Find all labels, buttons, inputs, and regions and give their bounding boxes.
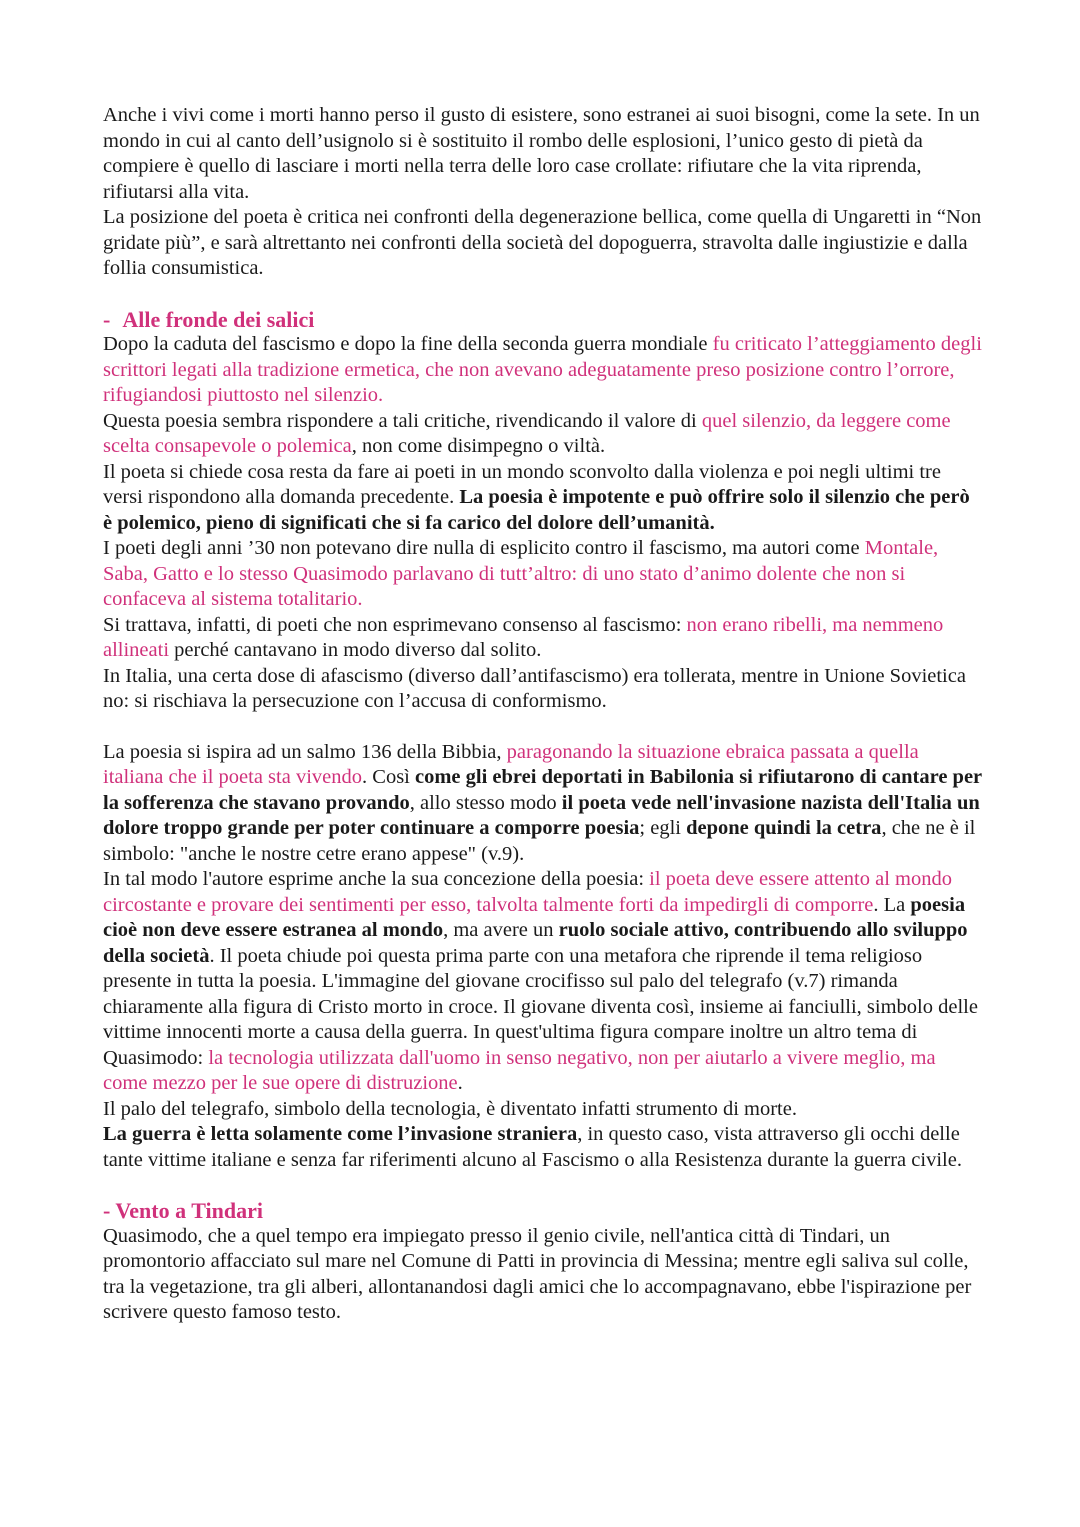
heading-title: Alle fronde dei salici — [122, 306, 315, 332]
bold-text: poesia cioè non deve essere estranea al mondo — [103, 893, 966, 941]
highlight: quel silenzio, da leggere come scelta consapevole o polemica — [103, 409, 951, 457]
section-heading-vento-a-tindari — [103, 1198, 983, 1224]
paragraph-posizione-poeta: La posizione del poeta è critica nei confronti della degenerazione bellica, come quella di Ungaretti in “Non gridate più”, e sarà altrettanto nei confronti della società del dopoguerra, stravolta dalle ingiustizie e dalla follia consumistica. — [103, 206, 982, 279]
paragraph-poeti-anni-30: I poeti degli anni ’30 non potevano dire nulla di esplicito contro il fascismo, ma autori come Montale, Saba, Gatto e lo stesso Quasimodo parlavano di tutt’altro: di uno stato d’animo dolente che non si confaceva al sistema totalitario. — [103, 537, 939, 610]
highlight: il poeta deve essere attento al mondo circostante e provare dei sentimenti per esso, talvolta talmente forti da impedirgli di comporre — [103, 868, 952, 916]
bold-text: come gli ebrei deportati in Babilonia si rifiutarono di cantare per la sofferenza che stavano provando — [103, 766, 982, 814]
bold-text: il poeta vede nell'invasione nazista dell'Italia un dolore troppo grande per poter continuare a comporre poesia — [103, 791, 980, 839]
paragraph-caduta-fascismo: Dopo la caduta del fascismo e dopo la fine della seconda guerra mondiale fu criticato l’atteggiamento degli scrittori legati alla tradizione ermetica, che non avevano adeguatamente preso posizione contro l’orrore, rifugiandosi piuttosto nel silenzio. — [103, 333, 982, 406]
highlight: la tecnologia utilizzata dall'uomo in senso negativo, non per aiutarlo a vivere meglio, ma come mezzo per le sue opere di distruzione — [103, 1046, 936, 1094]
paragraph-guerra-invasione: La guerra è letta solamente come l’invasione straniera, in questo caso, vista attraverso gli occhi delle tante vittime italiane e senza far riferimenti alcuno al Fascismo o alla Resistenza durante la guerra civile. — [103, 1123, 962, 1171]
heading-dash: - — [103, 306, 111, 332]
paragraph-concezione-poesia: In tal modo l'autore esprime anche la sua concezione della poesia: il poeta deve essere attento al mondo circostante e provare dei sentimenti per esso, talvolta talmente forti da impedirgli di comporre. La poesia cioè non deve essere estranea al mondo, ma avere un ruolo sociale attivo, contribuendo allo sviluppo della società. Il poeta chiude poi questa prima parte con una metafora che riprende il tema religioso presente in tutta la poesia. L'immagine del giovane crocifisso sul palo del telegrafo (v.7) rimanda chiaramente alla figura di Cristo morto in croce. Il giovane diventa così, insieme ai fanciulli, simbolo delle vittime innocenti morte a causa della guerra. In quest'ultima figura compare inoltre un altro tema di Quasimodo: la tecnologia utilizzata dall'uomo in senso negativo, non per aiutarlo a vivere meglio, ma come mezzo per le sue opere di distruzione. — [103, 868, 978, 1094]
bold-text: depone quindi la cetra — [686, 817, 882, 839]
bold-text: La poesia è impotente e può offrire solo il silenzio che però è polemico, pieno di significati che si fa carico del dolore dell’umanità. — [103, 486, 970, 534]
paragraph-poesia-impotente: Il poeta si chiede cosa resta da fare ai poeti in un mondo sconvolto dalla violenza e poi negli ultimi tre versi rispondono alla domanda precedente. La poesia è impotente e può offrire solo il silenzio che però è polemico, pieno di significati che si fa carico del dolore dell’umanità. — [103, 460, 970, 534]
highlight: fu criticato l’atteggiamento degli scrittori legati alla tradizione ermetica, che non avevano adeguatamente preso posizione contro l’orrore, rifugiandosi piuttosto nel silenzio. — [103, 333, 982, 406]
paragraph-vivi-morti: Anche i vivi come i morti hanno perso il gusto di esistere, sono estranei ai suoi bisogni, come la sete. In un mondo in cui al canto dell’usignolo si è sostituito il rombo delle esplosioni, l’unico gesto di pietà da compiere è quello di lasciare i morti nella terra delle loro case crollate: rifiutare che la vita riprenda, rifiutarsi alla vita. — [103, 104, 980, 203]
bold-text: La guerra è letta solamente come l’invasione straniera — [103, 1123, 578, 1145]
paragraph-quasimodo-tindari: Quasimodo, che a quel tempo era impiegato presso il genio civile, nell'antica città di Tindari, un promontorio affacciato sul mare nel Comune di Patti in provincia di Messina; mentre egli saliva sul colle, tra la vegetazione, tra gli alberi, allontanandosi dagli amici che lo accompagnavano, ebbe l'ispirazione per scrivere questo famoso testo. — [103, 1224, 972, 1323]
bold-text: ruolo sociale attivo, contribuendo allo sviluppo della società — [103, 919, 968, 967]
highlight: non erano ribelli, ma nemmeno allineati — [103, 613, 944, 661]
paragraph-risposta-critiche: Questa poesia sembra rispondere a tali critiche, rivendicando il valore di quel silenzio, da leggere come scelta consapevole o polemica, non come disimpegno o viltà. — [103, 409, 951, 457]
spacer — [103, 715, 983, 740]
paragraph-non-ribelli: Si trattava, infatti, di poeti che non esprimevano consenso al fascismo: non erano ribelli, ma nemmeno allineati perché cantavano in modo diverso dal solito. — [103, 613, 944, 661]
spacer — [103, 1173, 983, 1198]
spacer — [103, 282, 983, 307]
highlight: paragonando la situazione ebraica passata a quella italiana che il poeta sta vivendo — [103, 740, 919, 788]
paragraph-afascismo: In Italia, una certa dose di afascismo (diverso dall’antifascismo) era tollerata, mentre in Unione Sovietica no: si rischiava la persecuzione con l’accusa di conformismo. — [103, 664, 966, 712]
highlight: Montale, Saba, Gatto e lo stesso Quasimodo parlavano di tutt’altro: di uno stato d’animo dolente che non si confaceva al sistema totalitario. — [103, 537, 939, 610]
section-heading-alle-fronde — [103, 307, 983, 333]
paragraph-palo-telegrafo: Il palo del telegrafo, simbolo della tecnologia, è diventato infatti strumento di morte. — [103, 1097, 797, 1120]
heading-title: - Vento a Tindari — [103, 1198, 263, 1223]
document-body — [103, 103, 983, 1326]
paragraph-salmo-136: La poesia si ispira ad un salmo 136 della Bibbia, paragonando la situazione ebraica passata a quella italiana che il poeta sta vivendo. Così come gli ebrei deportati in Babilonia si rifiutarono di cantare per la sofferenza che stavano provando, allo stesso modo il poeta vede nell'invasione nazista dell'Italia un dolore troppo grande per poter continuare a comporre poesia; egli depone quindi la cetra, che ne è il simbolo: "anche le nostre cetre erano appese" (v.9). — [103, 740, 982, 865]
